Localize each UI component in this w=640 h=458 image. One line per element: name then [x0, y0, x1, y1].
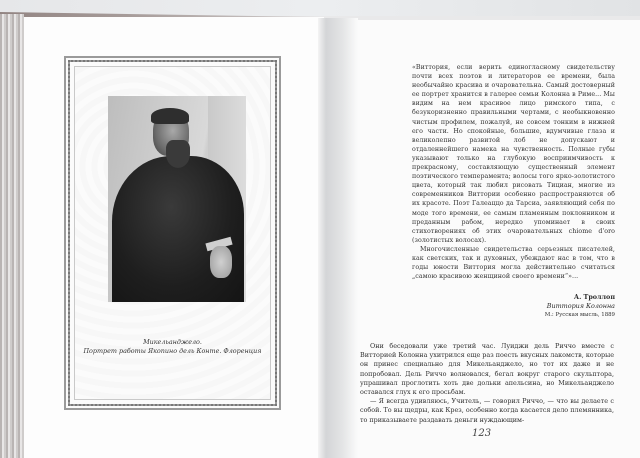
- book-gutter: [318, 18, 358, 458]
- body-text: [360, 342, 614, 425]
- page-number: 123: [472, 428, 492, 439]
- epigraph-author: А. Троллоп: [573, 293, 615, 301]
- epigraph-paragraph: «Виттория, если верить единогласному свидетельству почти всех поэтов и литераторов ее времени, была необычайно красива и очаровательна. Самый достоверный ее портрет хранится в галерее семьи Колонна в Риме... Мы видим на нем красивое лицо римского типа, с безукоризненно правильными чертами, с необыкновенно чистым профилем, пожалуй, не совсем тонким в нижней его части. Но спокойные, большие, вдумчивые глаза и великолепно развитой лоб не допускают и отдаленнейшего намека на чувственность. Полные губы указывают только на глубокую восприимчивость к прекрасному, составляющую существенный элемент поэтического темперамента; волосы того ярко-золотистого цвета, который так любил рисовать Тициан, многие из современников Виттории особенно распространяются об их красоте. Поэт Галеаццо да Тарсиа, заявляющий себя по моде того времени, ее самым пламенным поклонником и преданным рабом, нередко упоминает в своих стихотворениях об этих очаровательных chiome d'oro (золотистых волосах).: [412, 64, 615, 244]
- epigraph-work: Виттория Колонна: [546, 302, 615, 310]
- portrait-figure: [112, 156, 244, 302]
- epigraph-attribution: [412, 293, 615, 320]
- epigraph-publication: М.: Русская мысль, 1889: [544, 312, 615, 318]
- epigraph-quote: [412, 63, 615, 281]
- body-paragraph: Они беседовали уже третий час. Луиджи дель Риччо вместе с Витторией Колонна ухитрился еще раз поесть вкусных лакомств, которые он принес специально для Микельанджело, но тот их даже и не попробовал. Дель Риччо волновался, бегал вокруг старого скульптора, упрашивал проглотить хоть две дольки апельсина, но Микельанджело оставался глух к его просьбам.: [360, 342, 614, 397]
- epigraph-paragraph: Многочисленные свидетельства серьезных писателей, как светских, так и духовных, убеждают нас в том, что в годы юности Виттория могла действительно считаться „самою красивою женщиной своего времени“»...: [412, 245, 615, 281]
- caption-credit: Портрет работы Якопино дель Конте. Флоренция: [83, 346, 262, 355]
- illustration-caption: [70, 338, 275, 355]
- portrait-illustration: [108, 96, 246, 302]
- page-edges: [0, 14, 24, 458]
- caption-title: Микельанджело.: [143, 338, 202, 346]
- body-paragraph: — Я всегда удивляюсь, Учитель, — говорил Риччо, — что вы делаете с собой. То вы щедры, как Крез, особенно когда касается дело племянника, то приказываете раздавать деньги нуждающим-: [360, 397, 614, 424]
